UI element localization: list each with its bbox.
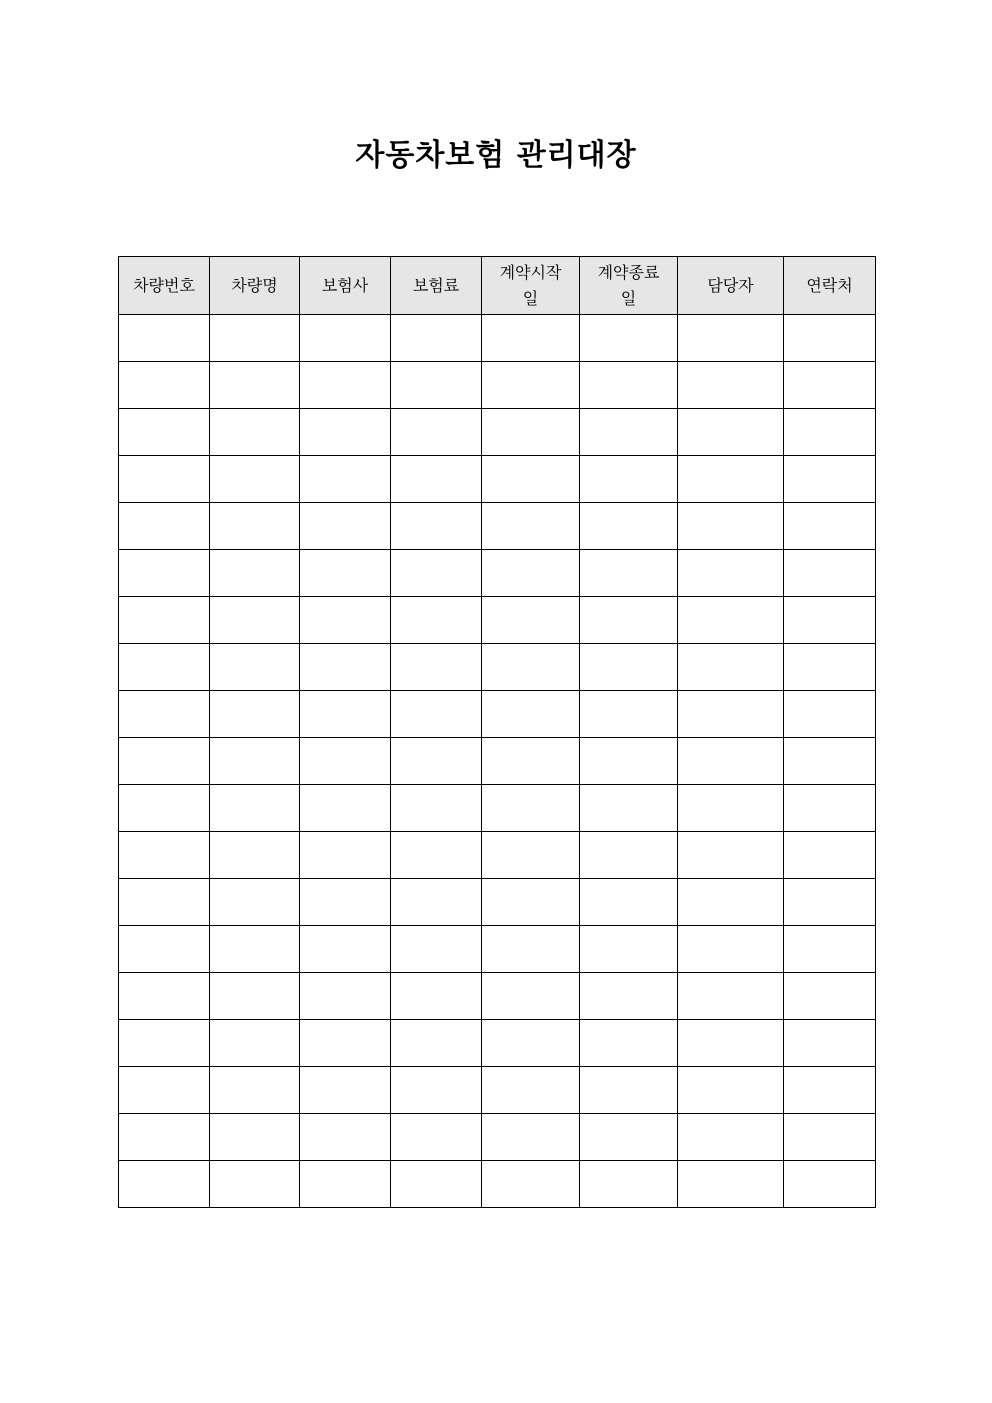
table-cell[interactable]: [482, 550, 580, 597]
table-cell[interactable]: [391, 315, 482, 362]
table-cell[interactable]: [678, 503, 784, 550]
table-cell[interactable]: [678, 785, 784, 832]
table-cell[interactable]: [482, 597, 580, 644]
header-contact: 연락처: [784, 257, 876, 315]
table-cell[interactable]: [784, 973, 876, 1020]
table-cell[interactable]: [482, 1067, 580, 1114]
table-cell[interactable]: [678, 1067, 784, 1114]
table-cell[interactable]: [580, 315, 678, 362]
table-cell[interactable]: [391, 691, 482, 738]
table-cell[interactable]: [210, 1114, 300, 1161]
table-cell[interactable]: [580, 597, 678, 644]
table-cell[interactable]: [784, 409, 876, 456]
table-cell[interactable]: [580, 362, 678, 409]
table-cell[interactable]: [784, 785, 876, 832]
table-cell[interactable]: [210, 879, 300, 926]
table-cell[interactable]: [678, 597, 784, 644]
table-cell[interactable]: [678, 832, 784, 879]
table-cell[interactable]: [391, 644, 482, 691]
table-cell[interactable]: [300, 315, 391, 362]
table-cell[interactable]: [784, 503, 876, 550]
table-cell[interactable]: [210, 409, 300, 456]
table-cell[interactable]: [210, 785, 300, 832]
table-cell[interactable]: [300, 644, 391, 691]
table-row: [119, 362, 876, 409]
table-cell[interactable]: [119, 973, 210, 1020]
table-cell[interactable]: [119, 409, 210, 456]
table-cell[interactable]: [678, 456, 784, 503]
table-row: [119, 503, 876, 550]
table-cell[interactable]: [300, 550, 391, 597]
table-cell[interactable]: [784, 832, 876, 879]
table-cell[interactable]: [119, 879, 210, 926]
table-cell[interactable]: [784, 926, 876, 973]
table-cell[interactable]: [580, 785, 678, 832]
table-cell[interactable]: [784, 1020, 876, 1067]
table-cell[interactable]: [678, 550, 784, 597]
table-cell[interactable]: [482, 1114, 580, 1161]
table-cell[interactable]: [300, 926, 391, 973]
table-row: [119, 409, 876, 456]
table-cell[interactable]: [119, 644, 210, 691]
table-cell[interactable]: [580, 503, 678, 550]
table-cell[interactable]: [482, 738, 580, 785]
table-cell[interactable]: [119, 926, 210, 973]
table-row: [119, 738, 876, 785]
table-cell[interactable]: [300, 1114, 391, 1161]
table-cell[interactable]: [210, 550, 300, 597]
table-cell[interactable]: [784, 691, 876, 738]
table-cell[interactable]: [300, 973, 391, 1020]
table-cell[interactable]: [391, 362, 482, 409]
table-cell[interactable]: [482, 832, 580, 879]
table-row: [119, 879, 876, 926]
table-cell[interactable]: [482, 785, 580, 832]
table-cell[interactable]: [300, 362, 391, 409]
table-cell[interactable]: [678, 1161, 784, 1208]
table-cell[interactable]: [119, 691, 210, 738]
table-cell[interactable]: [482, 644, 580, 691]
table-cell[interactable]: [391, 409, 482, 456]
table-cell[interactable]: [580, 550, 678, 597]
table-cell[interactable]: [119, 362, 210, 409]
table-row: [119, 597, 876, 644]
table-cell[interactable]: [391, 456, 482, 503]
table-cell[interactable]: [580, 691, 678, 738]
table-cell[interactable]: [391, 738, 482, 785]
table-cell[interactable]: [300, 1067, 391, 1114]
table-cell[interactable]: [784, 879, 876, 926]
table-cell[interactable]: [678, 738, 784, 785]
table-row: [119, 1114, 876, 1161]
table-cell[interactable]: [678, 926, 784, 973]
table-cell[interactable]: [210, 1161, 300, 1208]
table-cell[interactable]: [119, 1161, 210, 1208]
header-contract-start-date: 계약시작일: [482, 257, 580, 315]
table-cell[interactable]: [300, 597, 391, 644]
header-premium: 보험료: [391, 257, 482, 315]
table-cell[interactable]: [119, 1067, 210, 1114]
table-cell[interactable]: [210, 1020, 300, 1067]
table-cell[interactable]: [210, 738, 300, 785]
table-cell[interactable]: [482, 503, 580, 550]
table-cell[interactable]: [482, 409, 580, 456]
table-cell[interactable]: [391, 1067, 482, 1114]
table-cell[interactable]: [784, 315, 876, 362]
table-cell[interactable]: [580, 1114, 678, 1161]
table-cell[interactable]: [482, 362, 580, 409]
table-row: [119, 550, 876, 597]
table-cell[interactable]: [300, 456, 391, 503]
table-cell[interactable]: [482, 691, 580, 738]
table-cell[interactable]: [482, 315, 580, 362]
table-cell[interactable]: [678, 1020, 784, 1067]
table-cell[interactable]: [678, 362, 784, 409]
insurance-ledger-table: [118, 256, 876, 1208]
table-row: [119, 315, 876, 362]
table-cell[interactable]: [210, 832, 300, 879]
table-cell[interactable]: [391, 785, 482, 832]
table-cell[interactable]: [300, 503, 391, 550]
table-cell[interactable]: [119, 785, 210, 832]
header-vehicle-name: 차량명: [210, 257, 300, 315]
table-cell[interactable]: [678, 1114, 784, 1161]
table-cell[interactable]: [482, 879, 580, 926]
table-cell[interactable]: [784, 362, 876, 409]
table-cell[interactable]: [482, 1020, 580, 1067]
table-cell[interactable]: [580, 926, 678, 973]
table-cell[interactable]: [210, 503, 300, 550]
table-cell[interactable]: [210, 973, 300, 1020]
table-cell[interactable]: [119, 1114, 210, 1161]
table-cell[interactable]: [678, 691, 784, 738]
table-cell[interactable]: [482, 1161, 580, 1208]
table-cell[interactable]: [119, 1020, 210, 1067]
table-cell[interactable]: [210, 456, 300, 503]
table-cell[interactable]: [300, 409, 391, 456]
table-cell[interactable]: [119, 315, 210, 362]
table-header-row: [119, 257, 876, 315]
table-cell[interactable]: [784, 644, 876, 691]
table-row: [119, 1161, 876, 1208]
table-cell[interactable]: [784, 1114, 876, 1161]
table-cell[interactable]: [391, 879, 482, 926]
table-cell[interactable]: [580, 973, 678, 1020]
table-cell[interactable]: [580, 738, 678, 785]
table-cell[interactable]: [210, 362, 300, 409]
table-cell[interactable]: [300, 879, 391, 926]
table-row: [119, 926, 876, 973]
table-body: [119, 315, 876, 1208]
table-cell[interactable]: [119, 597, 210, 644]
table-cell[interactable]: [210, 1067, 300, 1114]
table-cell[interactable]: [391, 1161, 482, 1208]
table-cell[interactable]: [391, 926, 482, 973]
table-row: [119, 644, 876, 691]
table-cell[interactable]: [580, 456, 678, 503]
table-cell[interactable]: [580, 879, 678, 926]
table-cell[interactable]: [580, 644, 678, 691]
table-cell[interactable]: [678, 315, 784, 362]
table-cell[interactable]: [784, 738, 876, 785]
header-contract-end-date: 계약종료일: [580, 257, 678, 315]
table-cell[interactable]: [391, 503, 482, 550]
header-vehicle-number: 차량번호: [119, 257, 210, 315]
header-manager: 담당자: [678, 257, 784, 315]
table-cell[interactable]: [580, 1067, 678, 1114]
table-row: [119, 832, 876, 879]
table-cell[interactable]: [391, 973, 482, 1020]
table-row: [119, 785, 876, 832]
table-cell[interactable]: [391, 1114, 482, 1161]
table-cell[interactable]: [210, 597, 300, 644]
table-row: [119, 1067, 876, 1114]
table-row: [119, 691, 876, 738]
table-cell[interactable]: [119, 550, 210, 597]
table-cell[interactable]: [678, 409, 784, 456]
table-cell[interactable]: [210, 926, 300, 973]
table-cell[interactable]: [119, 738, 210, 785]
table-cell[interactable]: [784, 597, 876, 644]
table-cell[interactable]: [580, 832, 678, 879]
table-cell[interactable]: [300, 691, 391, 738]
page-title: 자동차보험 관리대장: [355, 138, 637, 173]
table-cell[interactable]: [119, 456, 210, 503]
table-cell[interactable]: [580, 409, 678, 456]
table-cell[interactable]: [784, 550, 876, 597]
table-cell[interactable]: [210, 644, 300, 691]
table-cell[interactable]: [482, 926, 580, 973]
table-cell[interactable]: [391, 550, 482, 597]
table-cell[interactable]: [678, 973, 784, 1020]
table-cell[interactable]: [300, 738, 391, 785]
table-cell[interactable]: [119, 503, 210, 550]
table-cell[interactable]: [300, 832, 391, 879]
table-cell[interactable]: [210, 691, 300, 738]
table-cell[interactable]: [300, 1161, 391, 1208]
table-cell[interactable]: [119, 832, 210, 879]
table-cell[interactable]: [300, 1020, 391, 1067]
table-cell[interactable]: [300, 785, 391, 832]
header-insurer: 보험사: [300, 257, 391, 315]
table-cell[interactable]: [580, 1161, 678, 1208]
table-row: [119, 1020, 876, 1067]
table-cell[interactable]: [784, 1067, 876, 1114]
table-cell[interactable]: [678, 879, 784, 926]
table-cell[interactable]: [784, 1161, 876, 1208]
table-cell[interactable]: [482, 973, 580, 1020]
table-cell[interactable]: [210, 315, 300, 362]
table-cell[interactable]: [580, 1020, 678, 1067]
table-cell[interactable]: [391, 1020, 482, 1067]
table-cell[interactable]: [482, 456, 580, 503]
table-row: [119, 973, 876, 1020]
table-row: [119, 456, 876, 503]
table-cell[interactable]: [391, 597, 482, 644]
table-cell[interactable]: [784, 456, 876, 503]
table-cell[interactable]: [678, 644, 784, 691]
table-cell[interactable]: [391, 832, 482, 879]
